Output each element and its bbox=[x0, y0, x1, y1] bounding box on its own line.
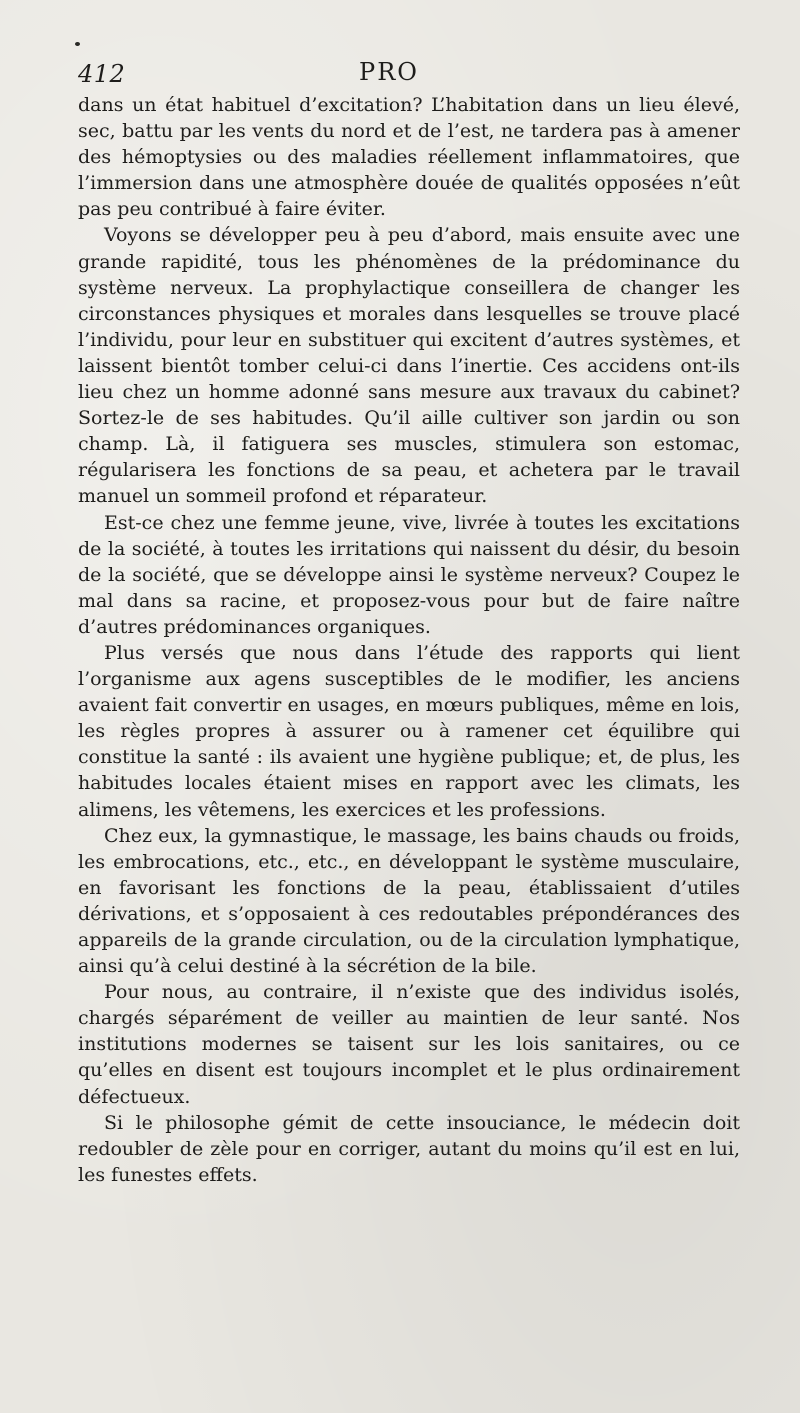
page-number: 412 bbox=[78, 60, 126, 88]
paragraph: Pour nous, au contraire, il n’existe que des individus isolés, chargés séparément de veiller au maintien de leur santé. Nos institutions modernes se taisent sur les lois sanitaires, ou ce qu’elles en disent est toujours incomplet et le plus ordinairement défectueux. bbox=[78, 981, 740, 1108]
paragraph: Est-ce chez une femme jeune, vive, livrée à toutes les excitations de la société, à toutes les irritations qui naissent du désir, du besoin de la société, que se développe ainsi le système nerveux? Coupez le mal dans sa racine, et proposez-vous pour but de faire naître d’autres prédominances organiques. bbox=[78, 511, 740, 638]
paragraph: Voyons se développer peu à peu d’abord, mais ensuite avec une grande rapidité, tous les phénomènes de la prédominance du système nerveux. La prophylactique conseillera de changer les circonstances physiques et morales dans lesquelles se trouve placé l’individu, pour leur en substituer qui excitent d’autres systèmes, et laissent bientôt tomber celui-ci dans l’inertie. Ces accidens ont-ils lieu chez un homme adonné sans mesure aux travaux du cabinet? Sortez-le de ses habitudes. Qu’il aille cultiver son jardin ou son champ. Là, il fatiguera ses muscles, stimulera son estomac, régularisera les fonctions de sa peau, et achetera par le travail manuel un sommeil profond et réparateur. bbox=[78, 224, 740, 508]
paragraph: dans un état habituel d’excitation? L’habitation dans un lieu élevé, sec, battu par les vents du nord et de l’est, ne tardera pas à amener des hémoptysies ou des maladies réellement inflammatoires, que l’immersion dans une atmosphère douée de qualités opposées n’eût pas peu contribué à faire éviter. bbox=[78, 94, 740, 221]
paragraph: Chez eux, la gymnastique, le massage, les bains chauds ou froids, les embrocations, etc., etc., en développant le système musculaire, en favorisant les fonctions de la peau, établissaient d’utiles dérivations, et s’opposaient à ces redoutables prépondérances des appareils de la grande circulation, ou de la circulation lymphatique, ainsi qu’à celui destiné à la sécrétion de la bile. bbox=[78, 824, 740, 978]
paragraph: Si le philosophe gémit de cette insouciance, le médecin doit redoubler de zèle pour en corriger, autant du moins qu’il est en lui, les funestes effets. bbox=[78, 1111, 740, 1186]
paragraph: Plus versés que nous dans l’étude des rapports qui lient l’organisme aux agens susceptibles de le modifier, les anciens avaient fait convertir en usages, en mœurs publiques, même en lois, les règles propres à assurer ou à ramener cet équilibre qui constitue la santé : ils avaient une hygiène publique; et, de plus, les habitudes locales étaient mises en rapport avec les climats, les alimens, les vêtemens, les exercices et les professions. bbox=[78, 641, 740, 821]
running-head: PRO bbox=[359, 58, 419, 86]
page-header bbox=[78, 58, 740, 94]
ink-speck bbox=[75, 42, 80, 46]
body-text bbox=[78, 92, 740, 1188]
